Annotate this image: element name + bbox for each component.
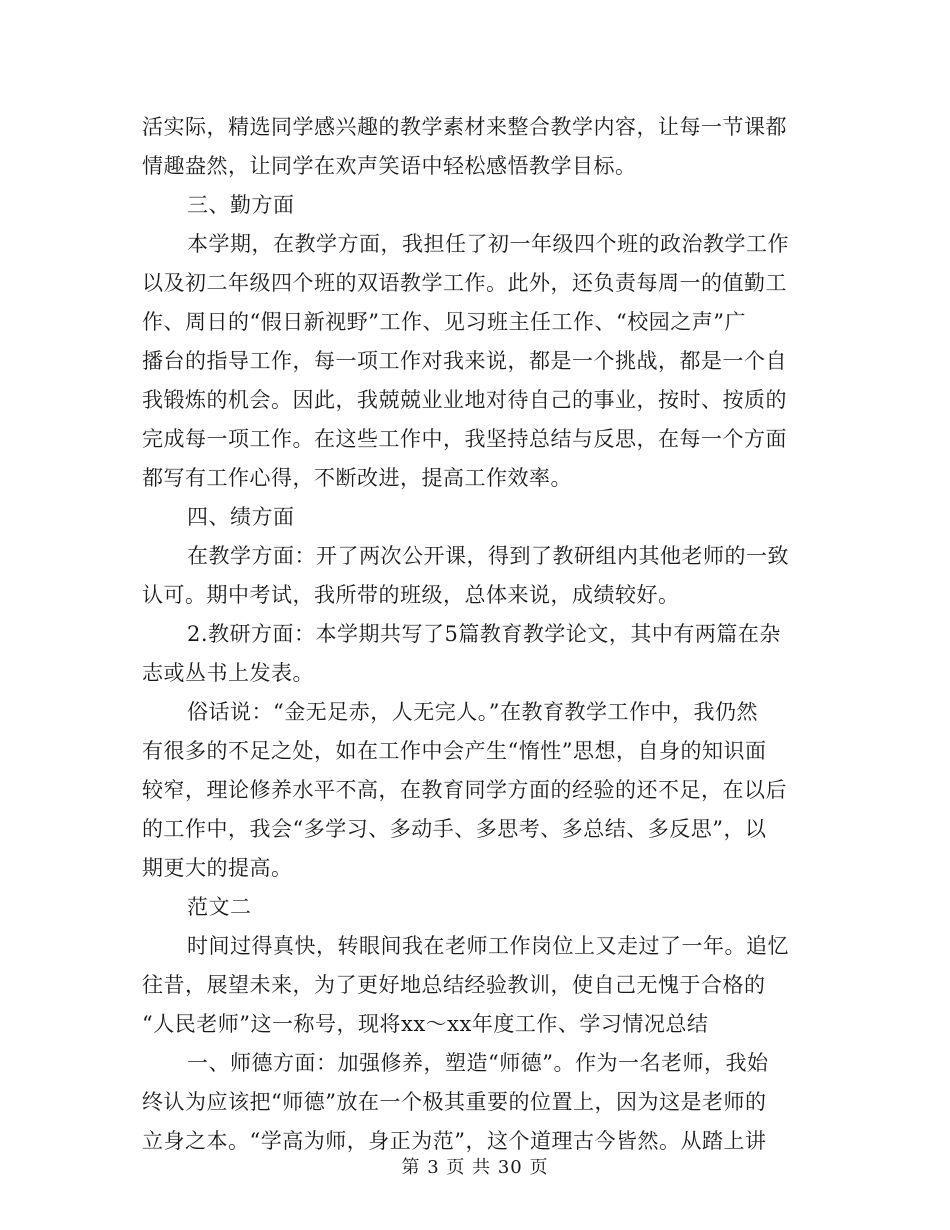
page-number-footer: 第 3 页 共 30 页 — [401, 1157, 549, 1178]
text-line: 认可。期中考试，我所带的班级，总体来说，成绩较好。 — [142, 583, 680, 607]
text-line: 活实际，精选同学感兴趣的教学素材来整合教学内容，让每一节课都 — [142, 115, 787, 139]
text-line: 俗话说：“金无足赤，人无完人。”在教育教学工作中，我仍然 — [187, 700, 758, 724]
text-line: 较窄，理论修养水平不高，在教育同学方面的经验的还不足，在以后 — [142, 778, 787, 802]
section-heading: 范文二 — [187, 895, 252, 919]
text-line: “人民老师”这一称号，现将xx～xx年度工作、学习情况总结 — [142, 1012, 709, 1036]
text-line: 往昔，展望未来，为了更好地总结经验教训，使自己无愧于合格的 — [142, 973, 766, 997]
text-line: 的工作中，我会“多学习、多动手、多思考、多总结、多反思”，以 — [142, 817, 767, 841]
text-line: 有很多的不足之处，如在工作中会产生“惰性”思想，自身的知识面 — [142, 739, 767, 763]
text-line: 志或丛书上发表。 — [142, 661, 314, 685]
text-line: 在教学方面：开了两次公开课，得到了教研组内其他老师的一致 — [187, 544, 789, 568]
text-line: 都写有工作心得，不断改进，提高工作效率。 — [142, 466, 572, 490]
text-line: 终认为应该把“师德”放在一个极其重要的位置上，因为这是老师的 — [142, 1090, 767, 1114]
text-line: 我锻炼的机会。因此，我兢兢业业地对待自己的事业，按时、按质的 — [142, 388, 787, 412]
text-line: 2.教研方面：本学期共写了5篇教育教学论文，其中有两篇在杂 — [187, 622, 781, 646]
text-line: 一、师德方面：加强修养，塑造“师德”。作为一名老师，我始 — [187, 1051, 769, 1075]
text-line: 以及初二年级四个班的双语教学工作。此外，还负责每周一的值勤工 — [142, 271, 787, 295]
section-heading: 四、绩方面 — [187, 505, 295, 529]
text-line: 期更大的提高。 — [142, 856, 293, 880]
text-line: 情趣盎然，让同学在欢声笑语中轻松感悟教学目标。 — [142, 154, 637, 178]
text-line: 完成每一项工作。在这些工作中，我坚持总结与反思，在每一个方面 — [142, 427, 787, 451]
text-line: 作、周日的“假日新视野”工作、见习班主任工作、“校园之声”广 — [142, 310, 746, 334]
text-line: 时间过得真快，转眼间我在老师工作岗位上又走过了一年。追忆 — [187, 934, 789, 958]
text-line: 立身之本。“学高为师，身正为范”，这个道理古今皆然。从踏上讲 — [142, 1129, 767, 1153]
section-heading: 三、勤方面 — [187, 193, 295, 217]
document-body — [142, 108, 797, 1161]
text-line: 播台的指导工作，每一项工作对我来说，都是一个挑战，都是一个自 — [142, 349, 787, 373]
text-line: 本学期，在教学方面，我担任了初一年级四个班的政治教学工作 — [187, 232, 789, 256]
